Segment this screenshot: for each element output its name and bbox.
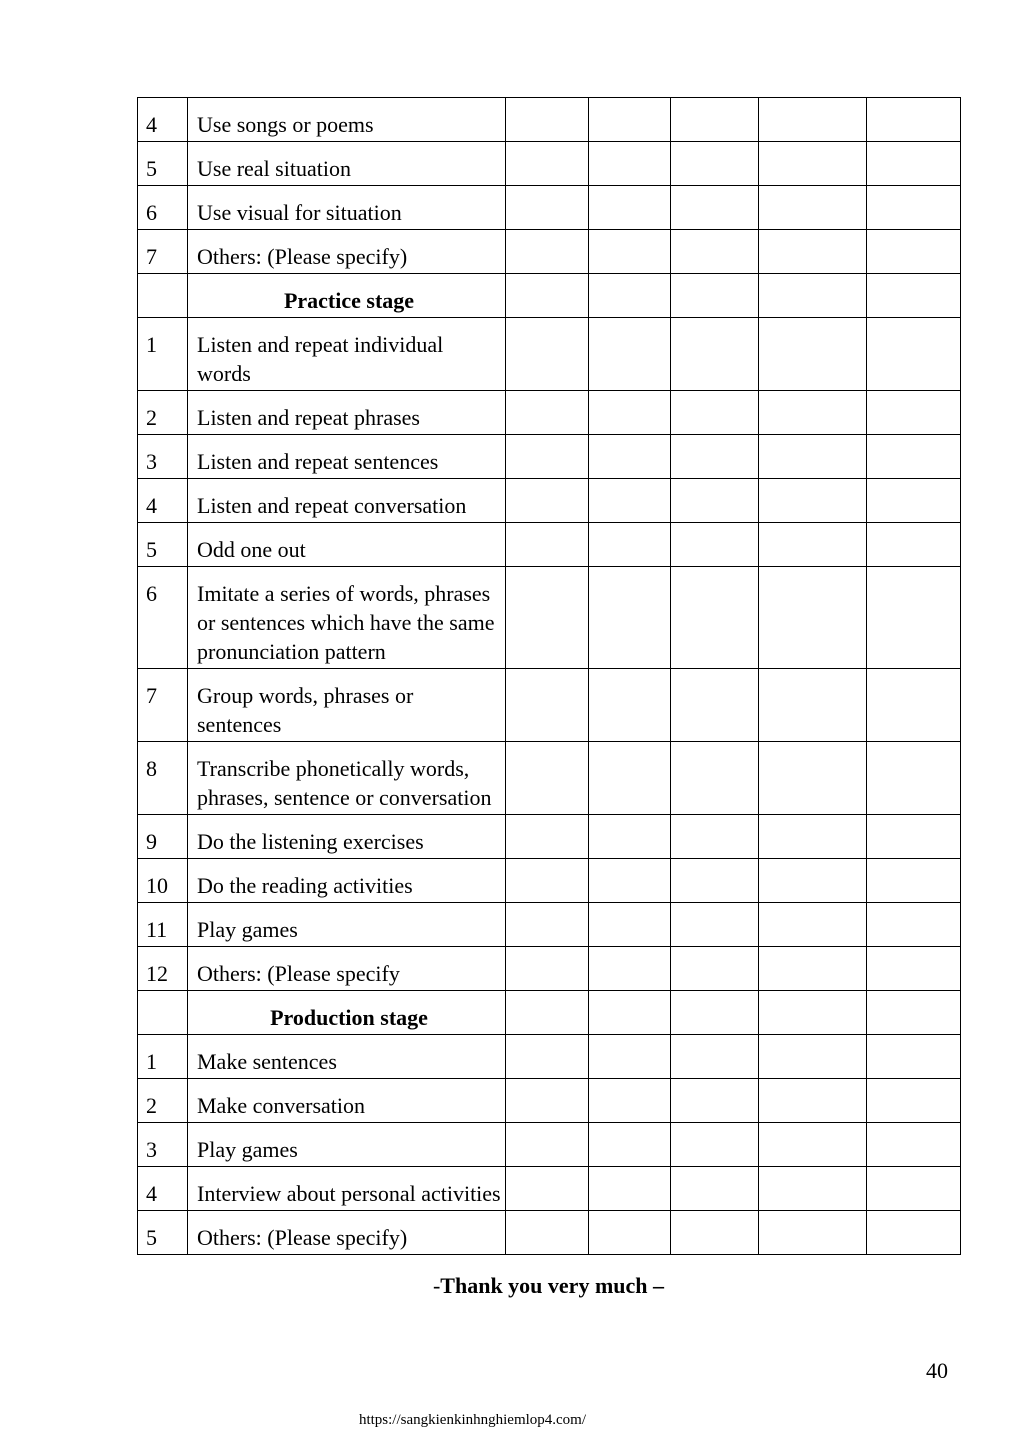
- rating-cell-2[interactable]: [589, 903, 671, 947]
- rating-cell-4[interactable]: [759, 1079, 867, 1123]
- rating-cell-4[interactable]: [759, 567, 867, 669]
- activity-cell: Transcribe phonetically words, phrases, sentence or conversation: [188, 742, 506, 815]
- rating-cell-3[interactable]: [671, 1211, 759, 1255]
- activity-cell: Listen and repeat sentences: [188, 435, 506, 479]
- row-number-cell: 7: [138, 669, 188, 742]
- rating-cell-3[interactable]: [671, 230, 759, 274]
- rating-cell-1[interactable]: [506, 274, 589, 318]
- row-number-cell: [138, 991, 188, 1035]
- row-number-cell: [138, 274, 188, 318]
- rating-cell-4[interactable]: [759, 1123, 867, 1167]
- table-row: [138, 479, 961, 523]
- rating-cell-2[interactable]: [589, 859, 671, 903]
- rating-cell-1[interactable]: [506, 742, 589, 815]
- activity-cell: Others: (Please specify): [188, 230, 506, 274]
- rating-cell-4[interactable]: [759, 1211, 867, 1255]
- rating-cell-3[interactable]: [671, 186, 759, 230]
- activity-cell: Use songs or poems: [188, 98, 506, 142]
- row-number-cell: 5: [138, 1211, 188, 1255]
- row-number-cell: 6: [138, 186, 188, 230]
- rating-cell-5[interactable]: [867, 142, 961, 186]
- activity-cell: Use real situation: [188, 142, 506, 186]
- rating-cell-4[interactable]: [759, 318, 867, 391]
- rating-cell-5[interactable]: [867, 669, 961, 742]
- rating-cell-3[interactable]: [671, 391, 759, 435]
- rating-cell-5[interactable]: [867, 98, 961, 142]
- row-number-cell: 2: [138, 391, 188, 435]
- rating-cell-1[interactable]: [506, 391, 589, 435]
- row-number-cell: 2: [138, 1079, 188, 1123]
- rating-cell-4[interactable]: [759, 479, 867, 523]
- section-title-cell: Practice stage: [188, 274, 506, 318]
- activity-cell: Imitate a series of words, phrases or sentences which have the same pronunciation pattern: [188, 567, 506, 669]
- rating-cell-3[interactable]: [671, 815, 759, 859]
- rating-cell-5[interactable]: [867, 479, 961, 523]
- rating-cell-3[interactable]: [671, 1123, 759, 1167]
- table-row: [138, 1123, 961, 1167]
- rating-cell-2[interactable]: [589, 230, 671, 274]
- table-row: [138, 523, 961, 567]
- rating-cell-2[interactable]: [589, 523, 671, 567]
- rating-cell-4[interactable]: [759, 186, 867, 230]
- rating-cell-2[interactable]: [589, 742, 671, 815]
- rating-cell-3[interactable]: [671, 318, 759, 391]
- activity-cell: Do the reading activities: [188, 859, 506, 903]
- rating-cell-4[interactable]: [759, 903, 867, 947]
- rating-cell-1[interactable]: [506, 318, 589, 391]
- thank-you-note: [137, 1273, 960, 1299]
- row-number-cell: 4: [138, 98, 188, 142]
- row-number-cell: 12: [138, 947, 188, 991]
- rating-cell-5[interactable]: [867, 1211, 961, 1255]
- row-number-cell: 10: [138, 859, 188, 903]
- rating-cell-2[interactable]: [589, 1035, 671, 1079]
- row-number-cell: 1: [138, 1035, 188, 1079]
- rating-cell-4[interactable]: [759, 1035, 867, 1079]
- table-row: [138, 391, 961, 435]
- survey-table-body: [138, 98, 961, 1255]
- rating-cell-4[interactable]: [759, 991, 867, 1035]
- row-number-cell: 7: [138, 230, 188, 274]
- rating-cell-4[interactable]: [759, 742, 867, 815]
- rating-cell-1[interactable]: [506, 859, 589, 903]
- rating-cell-2[interactable]: [589, 1167, 671, 1211]
- rating-cell-3[interactable]: [671, 479, 759, 523]
- rating-cell-3[interactable]: [671, 742, 759, 815]
- rating-cell-1[interactable]: [506, 669, 589, 742]
- section-header-row: [138, 274, 961, 318]
- rating-cell-5[interactable]: [867, 903, 961, 947]
- rating-cell-1[interactable]: [506, 1079, 589, 1123]
- rating-cell-3[interactable]: [671, 669, 759, 742]
- rating-cell-4[interactable]: [759, 98, 867, 142]
- row-number-cell: 1: [138, 318, 188, 391]
- rating-cell-4[interactable]: [759, 142, 867, 186]
- rating-cell-5[interactable]: [867, 1035, 961, 1079]
- rating-cell-5[interactable]: [867, 567, 961, 669]
- row-number-cell: 4: [138, 479, 188, 523]
- rating-cell-5[interactable]: [867, 815, 961, 859]
- thank-you-dash: -: [432, 1273, 441, 1298]
- rating-cell-2[interactable]: [589, 1079, 671, 1123]
- rating-cell-4[interactable]: [759, 947, 867, 991]
- section-title-cell: Production stage: [188, 991, 506, 1035]
- rating-cell-5[interactable]: [867, 991, 961, 1035]
- activity-cell: Play games: [188, 1123, 506, 1167]
- page-number: 40: [926, 1358, 948, 1383]
- rating-cell-5[interactable]: [867, 1123, 961, 1167]
- rating-cell-4[interactable]: [759, 391, 867, 435]
- rating-cell-3[interactable]: [671, 98, 759, 142]
- activity-cell: Do the listening exercises: [188, 815, 506, 859]
- rating-cell-5[interactable]: [867, 274, 961, 318]
- table-row: [138, 947, 961, 991]
- rating-cell-4[interactable]: [759, 1167, 867, 1211]
- rating-cell-1[interactable]: [506, 98, 589, 142]
- rating-cell-2[interactable]: [589, 947, 671, 991]
- rating-cell-1[interactable]: [506, 903, 589, 947]
- rating-cell-2[interactable]: [589, 98, 671, 142]
- rating-cell-5[interactable]: [867, 435, 961, 479]
- rating-cell-3[interactable]: [671, 1167, 759, 1211]
- row-number-cell: 5: [138, 523, 188, 567]
- rating-cell-2[interactable]: [589, 186, 671, 230]
- rating-cell-3[interactable]: [671, 435, 759, 479]
- activity-cell: Make conversation: [188, 1079, 506, 1123]
- section-header-row: [138, 991, 961, 1035]
- rating-cell-1[interactable]: [506, 186, 589, 230]
- rating-cell-1[interactable]: [506, 991, 589, 1035]
- rating-cell-3[interactable]: [671, 274, 759, 318]
- rating-cell-3[interactable]: [671, 859, 759, 903]
- rating-cell-5[interactable]: [867, 230, 961, 274]
- rating-cell-1[interactable]: [506, 523, 589, 567]
- rating-cell-1[interactable]: [506, 1123, 589, 1167]
- rating-cell-2[interactable]: [589, 274, 671, 318]
- rating-cell-1[interactable]: [506, 1035, 589, 1079]
- table-row: [138, 230, 961, 274]
- table-row: [138, 815, 961, 859]
- table-row: [138, 903, 961, 947]
- table-row: [138, 742, 961, 815]
- activity-cell: Odd one out: [188, 523, 506, 567]
- survey-table-container: [137, 97, 960, 1255]
- rating-cell-2[interactable]: [589, 567, 671, 669]
- rating-cell-4[interactable]: [759, 435, 867, 479]
- rating-cell-3[interactable]: [671, 991, 759, 1035]
- rating-cell-1[interactable]: [506, 947, 589, 991]
- rating-cell-2[interactable]: [589, 669, 671, 742]
- activity-cell: Listen and repeat conversation: [188, 479, 506, 523]
- table-row: [138, 186, 961, 230]
- table-row: [138, 435, 961, 479]
- source-url: https://sangkienkinhnghiemlop4.com/: [358, 1412, 587, 1428]
- rating-cell-5[interactable]: [867, 391, 961, 435]
- rating-cell-4[interactable]: [759, 815, 867, 859]
- table-row: [138, 567, 961, 669]
- rating-cell-1[interactable]: [506, 1167, 589, 1211]
- rating-cell-3[interactable]: [671, 523, 759, 567]
- rating-cell-3[interactable]: [671, 142, 759, 186]
- rating-cell-1[interactable]: [506, 435, 589, 479]
- row-number-cell: 11: [138, 903, 188, 947]
- rating-cell-2[interactable]: [589, 1211, 671, 1255]
- rating-cell-5[interactable]: [867, 742, 961, 815]
- table-row: [138, 859, 961, 903]
- rating-cell-3[interactable]: [671, 903, 759, 947]
- row-number-cell: 9: [138, 815, 188, 859]
- rating-cell-5[interactable]: [867, 859, 961, 903]
- table-row: [138, 1211, 961, 1255]
- activity-cell: Listen and repeat individual words: [188, 318, 506, 391]
- rating-cell-5[interactable]: [867, 1167, 961, 1211]
- activity-cell: Play games: [188, 903, 506, 947]
- rating-cell-3[interactable]: [671, 1079, 759, 1123]
- activity-cell: Listen and repeat phrases: [188, 391, 506, 435]
- rating-cell-2[interactable]: [589, 991, 671, 1035]
- table-row: [138, 318, 961, 391]
- rating-cell-2[interactable]: [589, 479, 671, 523]
- table-row: [138, 1167, 961, 1211]
- table-row: [138, 142, 961, 186]
- rating-cell-1[interactable]: [506, 142, 589, 186]
- activity-cell: Group words, phrases or sentences: [188, 669, 506, 742]
- row-number-cell: 5: [138, 142, 188, 186]
- row-number-cell: 6: [138, 567, 188, 669]
- rating-cell-2[interactable]: [589, 318, 671, 391]
- thank-you-text: Thank you very much –: [440, 1273, 665, 1298]
- row-number-cell: 3: [138, 1123, 188, 1167]
- rating-cell-2[interactable]: [589, 142, 671, 186]
- rating-cell-2[interactable]: [589, 815, 671, 859]
- rating-cell-1[interactable]: [506, 815, 589, 859]
- rating-cell-4[interactable]: [759, 523, 867, 567]
- rating-cell-1[interactable]: [506, 230, 589, 274]
- rating-cell-1[interactable]: [506, 567, 589, 669]
- rating-cell-4[interactable]: [759, 859, 867, 903]
- rating-cell-2[interactable]: [589, 1123, 671, 1167]
- survey-table: [137, 97, 961, 1255]
- rating-cell-5[interactable]: [867, 523, 961, 567]
- rating-cell-1[interactable]: [506, 1211, 589, 1255]
- table-row: [138, 98, 961, 142]
- rating-cell-2[interactable]: [589, 435, 671, 479]
- rating-cell-4[interactable]: [759, 669, 867, 742]
- activity-cell: Use visual for situation: [188, 186, 506, 230]
- table-row: [138, 1079, 961, 1123]
- rating-cell-3[interactable]: [671, 1035, 759, 1079]
- rating-cell-5[interactable]: [867, 947, 961, 991]
- table-row: [138, 669, 961, 742]
- rating-cell-5[interactable]: [867, 1079, 961, 1123]
- activity-cell: Interview about personal activities: [188, 1167, 506, 1211]
- rating-cell-4[interactable]: [759, 274, 867, 318]
- row-number-cell: 8: [138, 742, 188, 815]
- rating-cell-1[interactable]: [506, 479, 589, 523]
- row-number-cell: 4: [138, 1167, 188, 1211]
- rating-cell-5[interactable]: [867, 186, 961, 230]
- rating-cell-3[interactable]: [671, 567, 759, 669]
- rating-cell-2[interactable]: [589, 391, 671, 435]
- table-row: [138, 1035, 961, 1079]
- rating-cell-4[interactable]: [759, 230, 867, 274]
- activity-cell: Others: (Please specify: [188, 947, 506, 991]
- rating-cell-5[interactable]: [867, 318, 961, 391]
- activity-cell: Others: (Please specify): [188, 1211, 506, 1255]
- row-number-cell: 3: [138, 435, 188, 479]
- activity-cell: Make sentences: [188, 1035, 506, 1079]
- rating-cell-3[interactable]: [671, 947, 759, 991]
